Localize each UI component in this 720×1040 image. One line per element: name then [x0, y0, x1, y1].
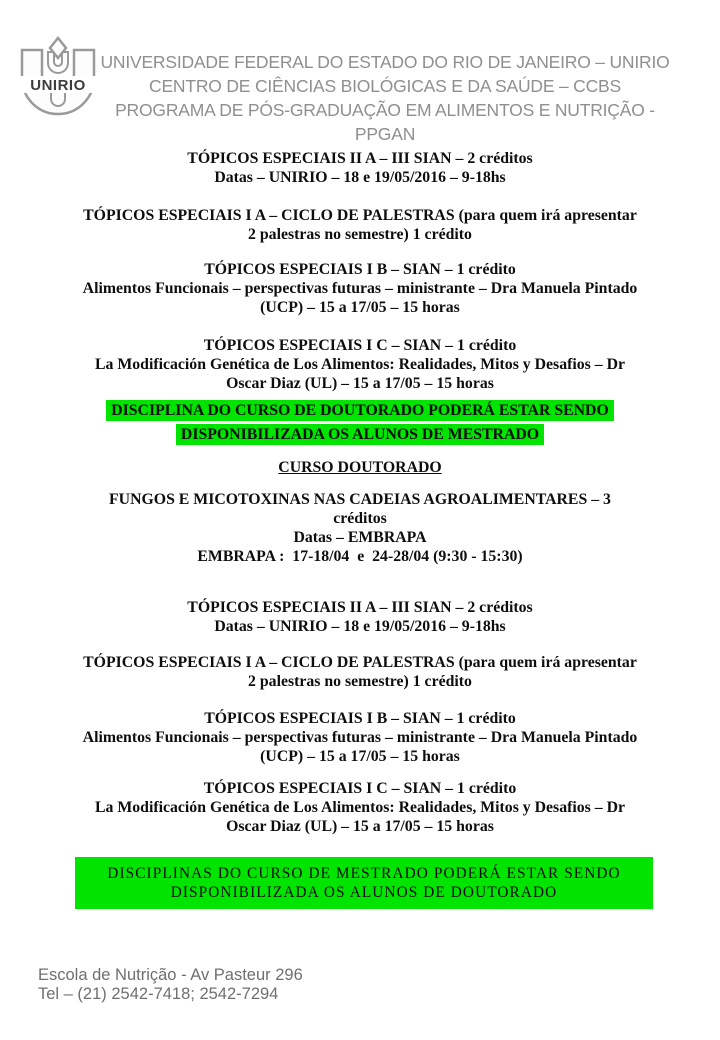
course-title: TÓPICOS ESPECIAIS I C – SIAN – 1 crédito [203, 780, 517, 797]
course-block-topicos-1c [30, 336, 690, 393]
course-dates: (UCP) – 15 a 17/05 – 15 horas [260, 748, 460, 765]
program-name: PROGRAMA DE PÓS-GRADUAÇÃO EM ALIMENTOS E NUTRIÇÃO - PPGAN [115, 100, 655, 144]
course-block-topicos-2a [30, 149, 690, 187]
course-detail: La Modificación Genética de Los Alimentos: Realidades, Mitos y Desafios – Dr [94, 356, 626, 373]
logo-wordmark: UNIRIO [30, 77, 86, 94]
course-detail: 2 palestras no semestre) 1 crédito [248, 226, 472, 243]
course-title: TÓPICOS ESPECIAIS I B – SIAN – 1 crédito [204, 261, 516, 278]
course-title: TÓPICOS ESPECIAIS II A – III SIAN – 2 créditos [187, 599, 533, 616]
course-dates: Datas – UNIRIO – 18 e 19/05/2016 – 9-18hs [214, 169, 506, 186]
green-box-notice-mestrado [75, 857, 653, 909]
course-title: FUNGOS E MICOTOXINAS NAS CADEIAS AGROALIMENTARES – 3 [109, 491, 611, 508]
university-name: UNIVERSIDADE FEDERAL DO ESTADO DO RIO DE JANEIRO – UNIRIO [100, 52, 670, 72]
section-heading: CURSO DOUTORADO [278, 459, 442, 476]
footer-phone: Tel – (21) 2542-7418; 2542-7294 [38, 985, 279, 1003]
course-location: Datas – EMBRAPA [293, 529, 427, 546]
letterhead [90, 50, 680, 146]
curso-doutorado-heading [30, 458, 690, 477]
center-name: CENTRO DE CIÊNCIAS BIOLÓGICAS E DA SAÚDE – CCBS [149, 76, 621, 96]
course-block-topicos-2a-repeat [30, 598, 690, 636]
course-detail: Alimentos Funcionais – perspectivas futuras – ministrante – Dra Manuela Pintado [82, 729, 638, 746]
unirio-logo-icon [14, 36, 102, 124]
notice-line: DISCIPLINAS DO CURSO DE MESTRADO PODERÁ ESTAR SENDO [107, 865, 621, 882]
course-title: TÓPICOS ESPECIAIS I A – CICLO DE PALESTRAS (para quem irá apresentar [83, 207, 637, 224]
highlight-text: DISCIPLINA DO CURSO DE DOUTORADO PODERÁ ESTAR SENDO [106, 400, 614, 421]
highlighted-notice-doutorado [30, 399, 690, 447]
course-dates: (UCP) – 15 a 17/05 – 15 horas [260, 299, 460, 316]
course-dates: Oscar Diaz (UL) – 15 a 17/05 – 15 horas [226, 818, 494, 835]
highlight-text: DISPONIBILIZADA OS ALUNOS DE MESTRADO [176, 424, 544, 445]
course-credits: créditos [333, 510, 387, 527]
course-block-topicos-1a-repeat [30, 653, 690, 691]
course-detail: La Modificación Genética de Los Alimentos: Realidades, Mitos y Desafios – Dr [94, 799, 626, 816]
course-dates: Datas – UNIRIO – 18 e 19/05/2016 – 9-18hs [214, 618, 506, 635]
course-dates: EMBRAPA : 17-18/04 e 24-28/04 (9:30 - 15:30) [197, 548, 523, 565]
course-title: TÓPICOS ESPECIAIS I A – CICLO DE PALESTRAS (para quem irá apresentar [83, 654, 637, 671]
course-detail: Alimentos Funcionais – perspectivas futuras – ministrante – Dra Manuela Pintado [82, 280, 638, 297]
course-dates: Oscar Diaz (UL) – 15 a 17/05 – 15 horas [226, 375, 494, 392]
course-block-fungos [30, 490, 690, 566]
notice-line [30, 423, 690, 447]
course-block-topicos-1b-repeat [30, 709, 690, 766]
course-detail: 2 palestras no semestre) 1 crédito [248, 673, 472, 690]
course-title: TÓPICOS ESPECIAIS I B – SIAN – 1 crédito [204, 710, 516, 727]
course-block-topicos-1a [30, 206, 690, 244]
notice-line [30, 399, 690, 423]
course-title: TÓPICOS ESPECIAIS II A – III SIAN – 2 créditos [187, 150, 533, 167]
course-block-topicos-1b [30, 260, 690, 317]
course-title: TÓPICOS ESPECIAIS I C – SIAN – 1 crédito [203, 337, 517, 354]
notice-line: DISPONIBILIZADA OS ALUNOS DE DOUTORADO [170, 884, 558, 901]
course-block-topicos-1c-repeat [30, 779, 690, 836]
footer-address: Escola de Nutrição - Av Pasteur 296 [38, 966, 303, 984]
footer-contact [38, 966, 303, 1004]
